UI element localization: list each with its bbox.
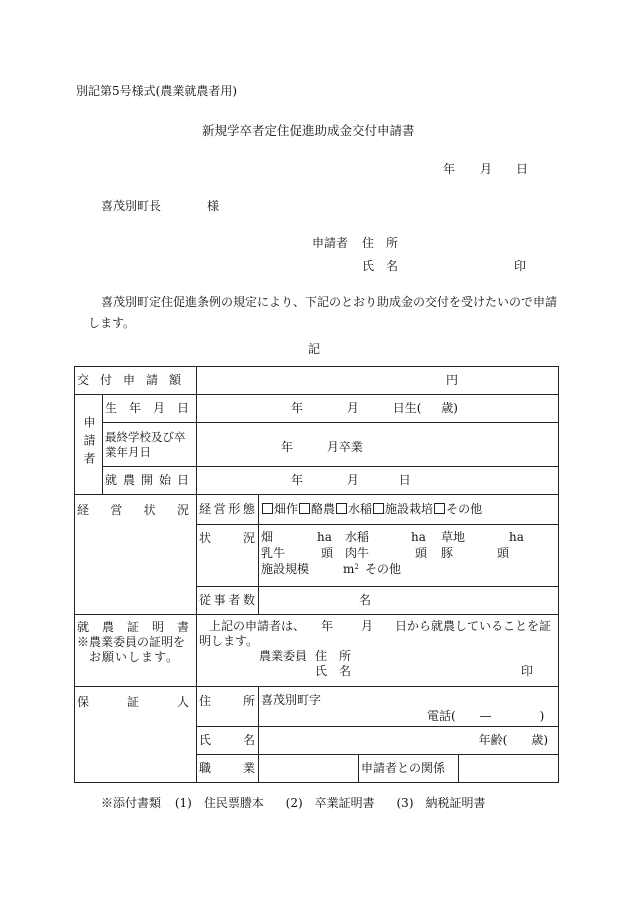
guarantor-address-value-cell[interactable]: 喜茂別町字 電話( — )	[259, 687, 559, 727]
body-line-1: 喜茂別町定住促進条例の規定により、下記のとおり助成金の交付を受けたいので申請	[101, 295, 558, 309]
applicant-group-cell	[75, 395, 103, 495]
status-value-cell[interactable]: 畑 ha 水稲 ha 草地 ha 乳牛 頭 肉牛 頭 豚 頭 施設規模 $m^2$ その他	[259, 525, 559, 587]
attachments: ※添付書類 (1) 住民票謄本 (2) 卒業証明書 (3) 納税証明書	[101, 796, 486, 810]
guarantor-name-label-cell: 氏 名	[197, 727, 259, 755]
status-label-cell: 状 況	[197, 525, 259, 587]
page-title: 新規学卒者定住促進助成金交付申請書	[202, 123, 415, 138]
certificate-label-cell: 就 農 証 明 書 ※農業委員の証明を お願いします。	[75, 615, 197, 687]
relation-value-cell[interactable]	[459, 755, 559, 783]
ki-label: 記	[308, 342, 321, 356]
certificate-value-cell[interactable]: 上記の申請者は、 年 月 日から就農していることを証 明します。 農業委員 住 所 氏 名 印	[197, 615, 559, 687]
start-label-cell: 就 農 開 始 日	[103, 467, 197, 495]
guarantor-job-value-cell[interactable]	[259, 755, 359, 783]
row-management-form	[75, 495, 559, 525]
management-label-cell: 経 営 状 況	[75, 495, 197, 615]
row-certificate	[75, 615, 559, 687]
checkbox-greenhouse[interactable]	[373, 503, 384, 514]
school-label-cell: 最終学校及び卒 業年月日	[103, 423, 197, 467]
date-day: 日	[516, 162, 529, 176]
amount-value-cell[interactable]	[197, 367, 559, 395]
workers-value-cell[interactable]: 名	[259, 587, 559, 615]
row-amount	[75, 367, 559, 395]
row-guarantor-address	[75, 687, 559, 727]
form-number: 別記第5号様式(農業就農者用)	[76, 84, 237, 98]
applicant-seal: 印	[514, 259, 527, 273]
body-line-2: します。	[88, 316, 136, 330]
relation-label-cell: 申請者との関係	[359, 755, 459, 783]
row-start	[75, 467, 559, 495]
row-school	[75, 423, 559, 467]
management-form-options: 畑作 酪農 水稲 施設栽培 その他	[259, 495, 559, 525]
birth-label-cell: 生 年 月 日	[103, 395, 197, 423]
row-birth	[75, 395, 559, 423]
date-month: 月	[480, 162, 493, 176]
checkbox-rice[interactable]	[336, 503, 347, 514]
application-table	[74, 366, 559, 783]
guarantor-name-value-cell[interactable]: 年齢( 歳)	[259, 727, 559, 755]
applicant-group-label: 申請者	[82, 415, 96, 470]
amount-label-cell: 交 付 申 請 額	[75, 367, 197, 395]
amount-unit: 円	[446, 373, 459, 387]
checkbox-dairy[interactable]	[299, 503, 310, 514]
start-value-cell[interactable]: 年 月 日	[197, 467, 559, 495]
addressee: 喜茂別町長	[101, 199, 162, 213]
checkbox-field-crop[interactable]	[262, 503, 273, 514]
checkbox-other[interactable]	[434, 503, 445, 514]
guarantor-address-label-cell: 住 所	[197, 687, 259, 727]
birth-value-cell[interactable]: 年 月 日生( 歳)	[197, 395, 559, 423]
guarantor-label-cell: 保 証 人	[75, 687, 197, 783]
management-form-label-cell: 経 営 形 態	[197, 495, 259, 525]
honorific: 様	[207, 199, 220, 213]
workers-label-cell: 従 事 者 数	[197, 587, 259, 615]
applicant-name-label: 氏 名	[362, 259, 399, 273]
school-value-cell[interactable]: 年 月卒業	[197, 423, 559, 467]
applicant-address-label: 住 所	[362, 236, 399, 250]
date-year: 年	[443, 162, 456, 176]
guarantor-job-label-cell: 職 業	[197, 755, 259, 783]
applicant-role-label: 申請者	[312, 236, 349, 250]
